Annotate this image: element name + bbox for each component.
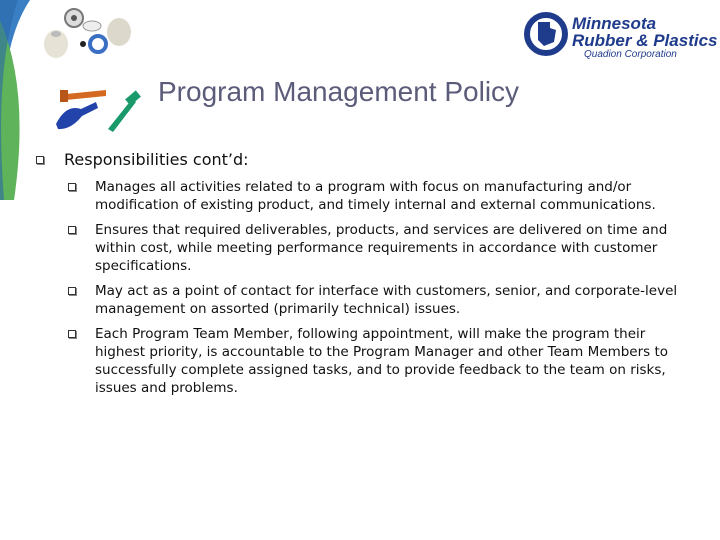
list-item-text: May act as a point of contact for interface with customers, senior, and corporate-level management on assorted (primarily technical) issues. xyxy=(95,283,678,317)
company-logo xyxy=(524,8,718,60)
list-item-text: Ensures that required deliverables, products, and services are delivered on time and within cost, while meeting performance requirements in accordance with customer specifications. xyxy=(95,222,668,274)
square-bullet-icon xyxy=(68,287,76,295)
section-heading: Responsibilities cont’d: xyxy=(64,150,249,169)
list-item xyxy=(68,325,688,397)
responsibilities-list xyxy=(68,178,688,404)
logo-text-line2: Rubber & Plastics xyxy=(572,31,718,50)
logo-text-line3: Quadion Corporation xyxy=(584,49,677,60)
square-bullet-icon xyxy=(36,156,44,164)
square-bullet-icon xyxy=(68,330,76,338)
logo-text-line1: Minnesota xyxy=(572,14,657,33)
logo-map-icon xyxy=(524,12,572,56)
square-bullet-icon xyxy=(68,183,76,191)
slide-title: Program Management Policy xyxy=(158,76,520,107)
list-item xyxy=(68,178,688,214)
list-item-text: Manages all activities related to a program with focus on manufacturing and/or modification of existing product, and timely internal and external communications. xyxy=(95,179,656,213)
list-item xyxy=(68,282,688,318)
rubber-parts-image xyxy=(36,4,166,139)
list-item-text: Each Program Team Member, following appointment, will make the program their highest priority, is accountable to the Program Manager and other Team Members to successfully complete assigned tasks, and to provide feedback to the team on risks, issues and problems. xyxy=(95,326,669,396)
list-item xyxy=(68,221,688,275)
square-bullet-icon xyxy=(68,226,76,234)
